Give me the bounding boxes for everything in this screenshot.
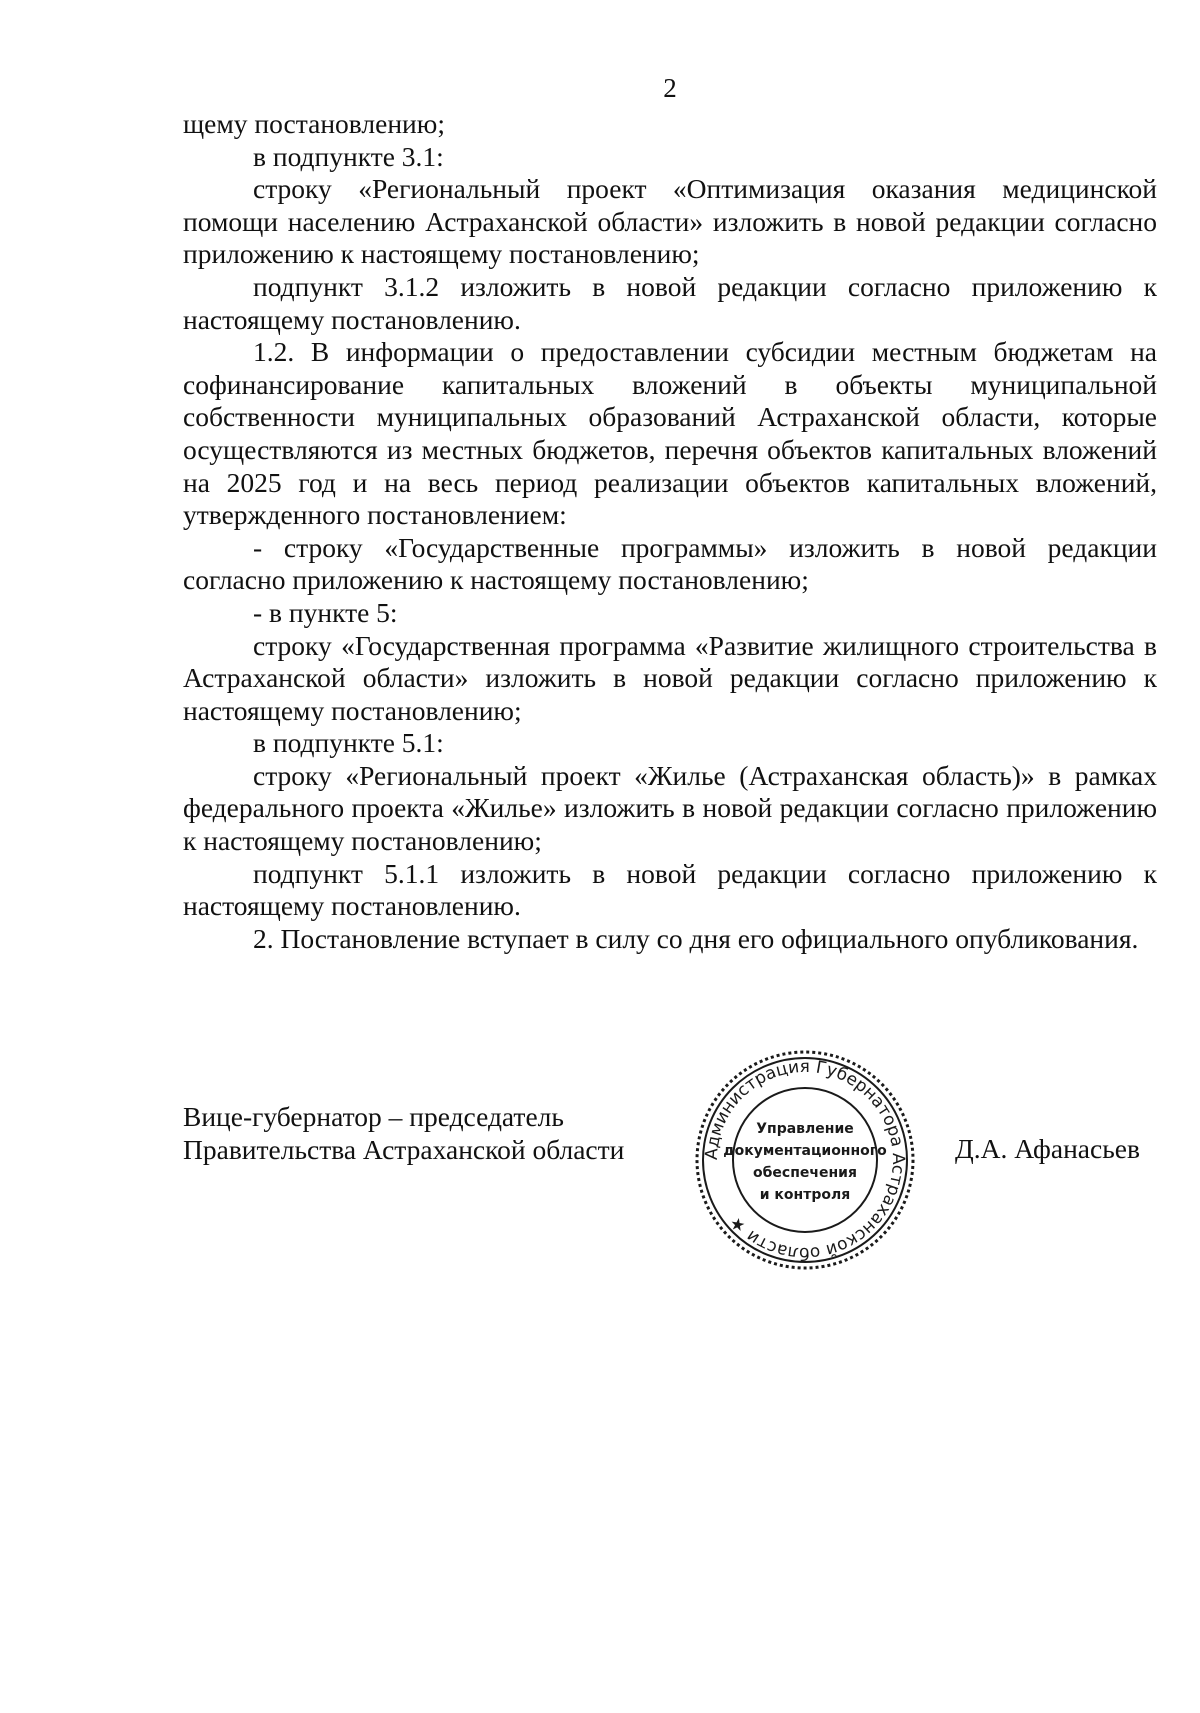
paragraph: в подпункте 3.1: — [253, 140, 444, 172]
paragraph: - строку «Государственные программы» изложить в новой редакции согласно приложению к настоящему постановлению; — [183, 531, 1157, 596]
paragraph: подпункт 3.1.2 изложить в новой редакции согласно приложению к настоящему постановлению. — [183, 270, 1157, 335]
signer-position — [183, 1101, 624, 1166]
paragraph: подпункт 5.1.1 изложить в новой редакции согласно приложению к настоящему постановлению. — [183, 857, 1157, 922]
paragraph: строку «Региональный проект «Оптимизация оказания медицинской помощи населению Астраханской области» изложить в новой редакции согласно приложению к настоящему постановлению; — [183, 173, 1157, 270]
seal-center-line: и контроля — [759, 1187, 851, 1203]
paragraph: в подпункте 5.1: — [253, 727, 444, 759]
paragraph: щему постановлению; — [183, 108, 445, 139]
paragraph: 2. Постановление вступает в силу со дня его официального опубликования. — [253, 922, 1139, 954]
signer-position-line: Вице-губернатор – председатель — [183, 1101, 564, 1132]
page-number: 2 — [663, 73, 677, 103]
seal-center-line: Управление — [756, 1121, 854, 1137]
signer-position-line: Правительства Астраханской области — [183, 1133, 625, 1165]
seal-center-line: документационного — [723, 1143, 887, 1159]
seal-ring-text: Администрация Губернатора Астраханской области ★ — [701, 1056, 909, 1264]
official-seal — [690, 1045, 920, 1275]
signer-name: Д.А. Афанасьев — [955, 1133, 1140, 1164]
paragraph: строку «Государственная программа «Развитие жилищного строительства в Астраханской области» изложить в новой редакции согласно приложению к настоящему постановлению; — [183, 629, 1157, 726]
paragraph: 1.2. В информации о предоставлении субсидии местным бюджетам на софинансирование капитальных вложений в объекты муниципальной собственности муниципальных образований Астраханской области, которые осуществляются из местных бюджетов, перечня объектов капитальных вложений на 2025 год и на весь период реализации объектов капитальных вложений, утвержденного постановлением: — [183, 336, 1157, 531]
paragraph: строку «Региональный проект «Жилье (Астраханская область)» в рамках федерального проекта «Жилье» изложить в новой редакции согласно приложению к настоящему постановлению; — [183, 759, 1157, 857]
seal-center-line: обеспечения — [753, 1165, 857, 1181]
paragraph: - в пункте 5: — [253, 596, 398, 628]
document-body — [183, 108, 1157, 955]
